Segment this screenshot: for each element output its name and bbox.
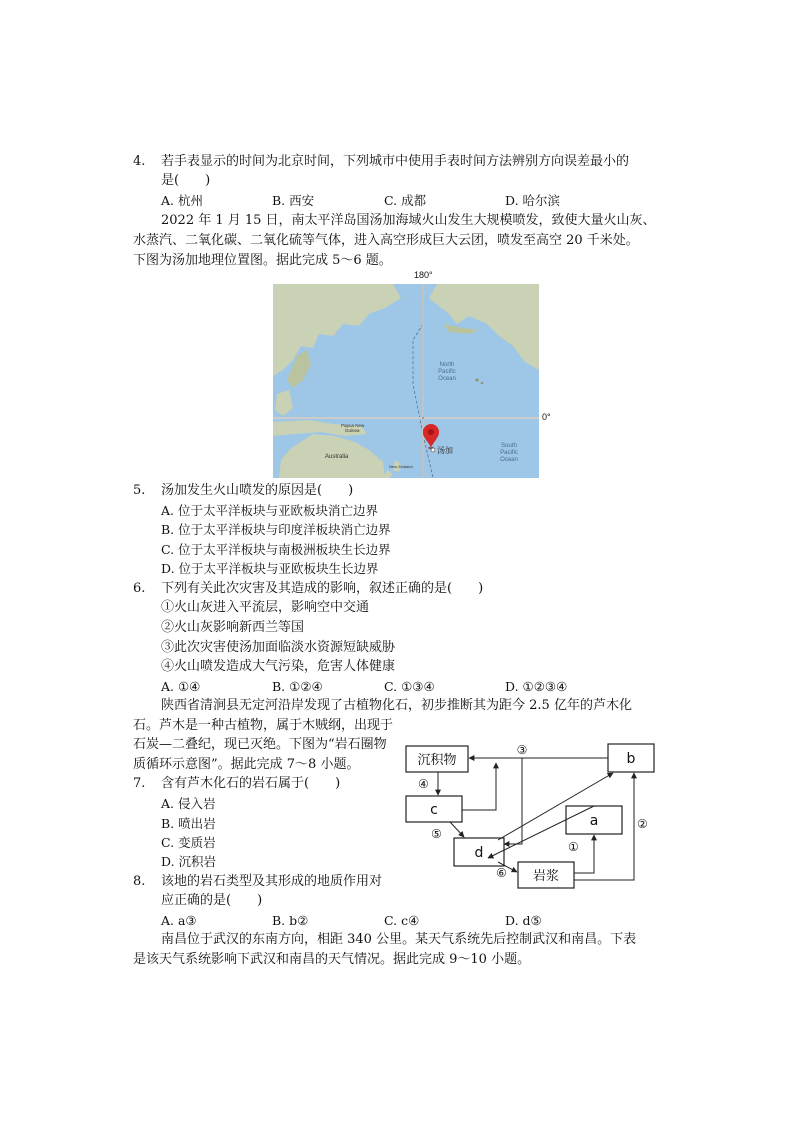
hawaii-island (481, 382, 484, 385)
north-pacific-label-3: Ocean (438, 376, 456, 382)
c-label: c (430, 802, 438, 818)
statement-2: ②火山灰影响新西兰等国 (161, 620, 305, 635)
option-d: D. 位于太平洋板块与亚欧板块生长边界 (161, 561, 379, 576)
option-c: C. 变质岩 (161, 835, 216, 850)
hawaii-island (475, 378, 478, 381)
rock-cycle-svg (398, 740, 660, 892)
question-stem: 下列有关此次灾害及其造成的影响，叙述正确的是( ) (161, 581, 484, 596)
option-c: C. c④ (384, 913, 420, 928)
option-c: C. ①③④ (384, 679, 435, 694)
passage-line: 质循环示意图”。据此完成 7～8 小题。 (133, 757, 360, 772)
meridian-label: 180° (414, 270, 433, 280)
australia-label: Australia (325, 454, 349, 460)
question-number: 4. (133, 154, 146, 169)
question-stem-cont: 是( ) (161, 173, 211, 188)
option-a: A. 侵入岩 (161, 796, 216, 811)
question-stem: 含有芦木化石的岩石属于( ) (161, 776, 341, 791)
option-d: D. 哈尔滨 (505, 193, 561, 208)
map-svg (273, 284, 539, 478)
sediment-label: 沉积物 (417, 753, 457, 768)
south-pacific-label-2: Pacific (500, 450, 518, 456)
passage-line: 下图为汤加地理位置图。据此完成 5～6 题。 (133, 253, 392, 268)
passage-line: 2022 年 1 月 15 日，南太平洋岛国汤加海域火山发生大规模喷发，致使大量火山灰、 (161, 213, 656, 228)
png-label-1: Papua New (341, 423, 365, 428)
passage-line: 石炭—二叠纪，现已灭绝。下图为“岩石圈物 (133, 737, 387, 752)
arrow-label-2: ② (637, 817, 648, 831)
passage-line: 陕西省清涧县无定河沿岸发现了古植物化石，初步推断其为距今 2.5 亿年的芦木化 (161, 698, 632, 713)
option-a: A. a③ (161, 913, 197, 928)
new-zealand-label: New Zealand (389, 464, 413, 469)
option-c: C. 成都 (384, 193, 427, 208)
arrow-c-to-d (450, 822, 464, 837)
option-a: A. ①④ (161, 679, 201, 694)
arrow-label-5: ⑤ (431, 827, 442, 841)
option-d: D. ①②③④ (505, 679, 568, 694)
option-a: A. 位于太平洋板块与亚欧板块消亡边界 (161, 503, 378, 518)
passage-line: 是该天气系统影响下武汉和南昌的天气情况。据此完成 9～10 小题。 (133, 952, 531, 967)
passage-line: 南昌位于武汉的东南方向，相距 340 公里。某天气系统先后控制武汉和南昌。下表 (161, 932, 637, 947)
tonga-label: 汤加 (437, 446, 453, 455)
question-stem: 该地的岩石类型及其形成的地质作用对 (161, 874, 383, 889)
option-d: D. d⑤ (505, 913, 542, 928)
d-label: d (474, 845, 484, 861)
statement-3: ③此次灾害使汤加面临淡水资源短缺威胁 (161, 640, 396, 655)
png-label-2: Guinea (345, 428, 360, 433)
question-stem: 若手表显示的时间为北京时间，下列城市中使用手表时间方法辨别方向误差最小的 (161, 154, 630, 169)
arrow-label-3: ③ (516, 743, 528, 757)
option-a: A. 杭州 (161, 193, 203, 208)
magma-label: 岩浆 (532, 869, 560, 884)
tonga-marker (431, 448, 435, 452)
question-stem: 汤加发生火山喷发的原因是( ) (161, 483, 354, 498)
option-b: B. 位于太平洋板块与印度洋板块消亡边界 (161, 522, 391, 537)
a-label: a (589, 813, 599, 829)
tonga-location-map (273, 284, 539, 478)
question-number: 7. (133, 776, 146, 791)
option-c: C. 位于太平洋板块与南极洲板块生长边界 (161, 542, 391, 557)
question-number: 8. (133, 874, 146, 889)
option-b: B. b② (272, 913, 309, 928)
arrow-label-1: ① (568, 840, 579, 854)
rock-cycle-diagram (398, 740, 660, 892)
b-label: b (626, 751, 636, 767)
north-pacific-label-1: North (439, 362, 455, 368)
passage-line: 石。芦木是一种古植物，属于木贼纲，出现于 (133, 718, 394, 733)
south-pacific-label-1: South (501, 443, 517, 449)
question-number: 5. (133, 483, 146, 498)
north-pacific-label-2: Pacific (438, 369, 456, 375)
arrow-label-4: ④ (418, 777, 429, 791)
statement-1: ①火山灰进入平流层，影响空中交通 (161, 600, 370, 615)
option-b: B. ①②④ (272, 679, 323, 694)
option-b: B. 喷出岩 (161, 816, 216, 831)
question-number: 6. (133, 581, 146, 596)
arrow-label-6: ⑥ (496, 866, 507, 880)
option-b: B. 西安 (272, 193, 315, 208)
statement-4: ④火山喷发造成大气污染，危害人体健康 (161, 659, 396, 674)
option-d: D. 沉积岩 (161, 854, 217, 869)
question-stem-cont: 应正确的是( ) (161, 893, 263, 908)
south-pacific-label-3: Ocean (500, 457, 518, 463)
passage-line: 水蒸汽、二氧化碳、二氧化硫等气体，进入高空形成巨大云团，喷发至高空 20 千米处。 (133, 233, 639, 248)
equator-label: 0° (542, 412, 551, 422)
